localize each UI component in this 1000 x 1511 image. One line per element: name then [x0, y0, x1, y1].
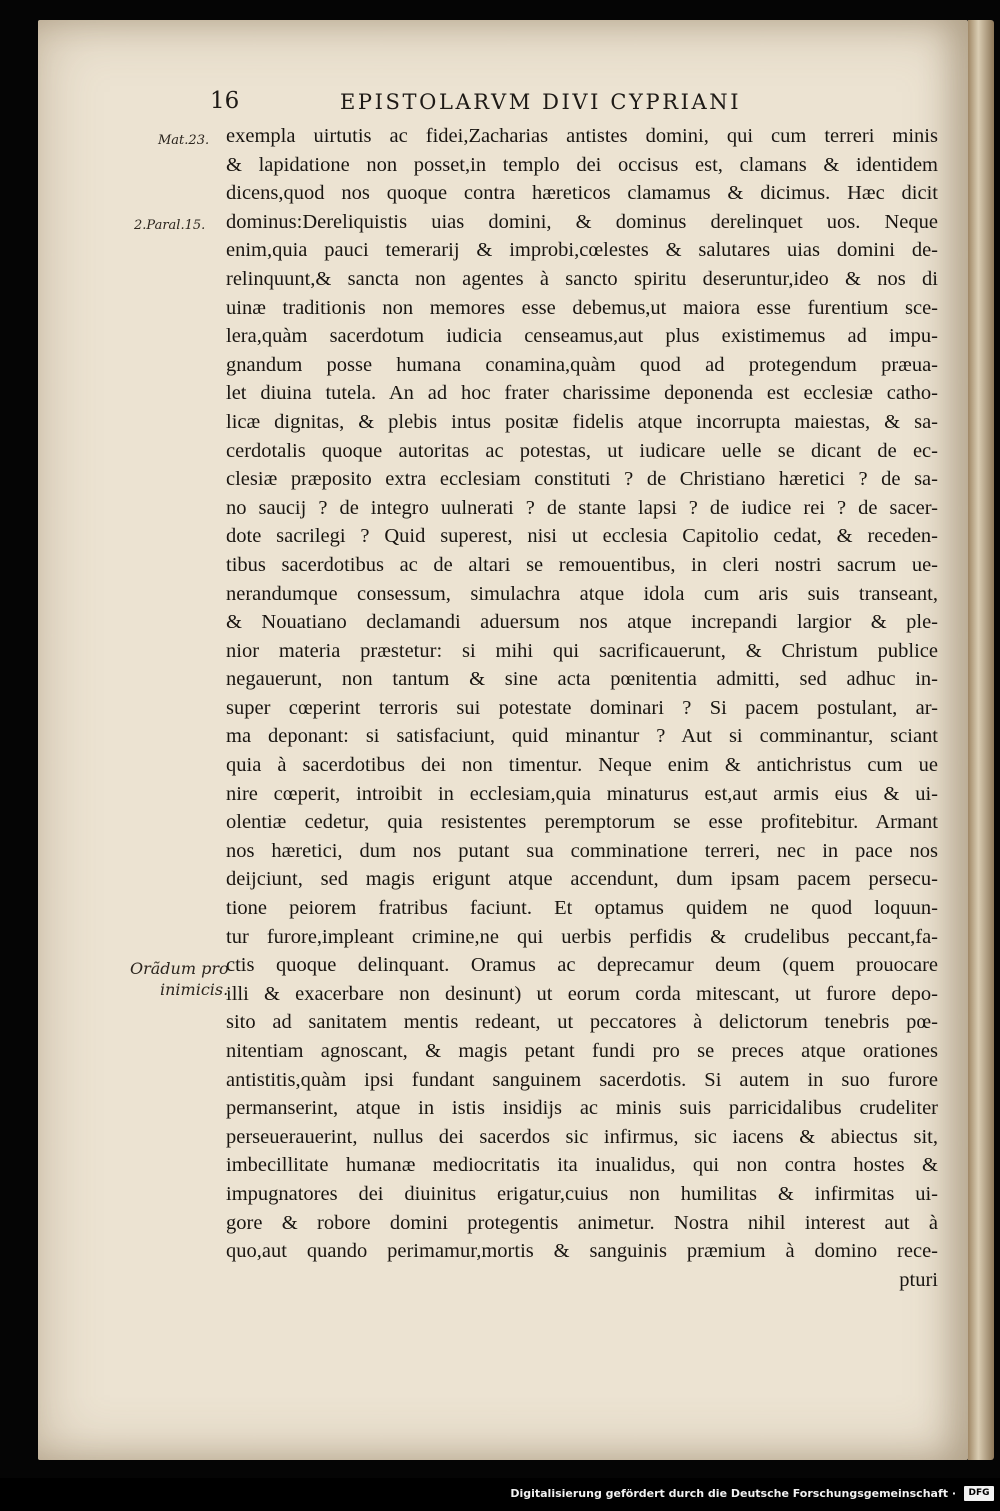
text-line: & Nouatiano declamandi aduersum nos atque increpandi largior & ple- — [226, 611, 938, 634]
text-line: tibus sacerdotibus ac de altari se remouentibus, in cleri nostri sacrum ue- — [226, 553, 938, 576]
text-line: quia à sacerdotibus dei non timentur. Neque enim & antichristus cum ue — [226, 754, 938, 777]
text-line: no saucij ? de integro uulnerati ? de stante lapsi ? de iudice rei ? de sacer- — [226, 496, 938, 519]
text-line: nos hæretici, dum nos putant sua comminatione terreri, nec in pace nos — [226, 839, 938, 862]
text-line: & lapidatione non posset,in templo dei occisus est, clamans & identidem — [226, 153, 938, 176]
text-line: olentiæ cedetur, quia resistentes peremptorum se esse profitebitur. Armant — [226, 811, 938, 834]
footer-bar — [0, 1478, 1000, 1511]
page-number: 16 — [210, 88, 240, 114]
text-line: nitentiam agnoscant, & magis petant fundi pro se preces atque orationes — [226, 1040, 938, 1062]
text-line: illi & exacerbare non desinunt) ut eorum corda mitescant, ut furore depo- — [226, 982, 938, 1005]
margin-note-paral: 2.Paral.15. — [134, 218, 206, 233]
page-header — [170, 78, 940, 118]
text-line: ma deponant: si satisfaciunt, quid minantur ? Aut si comminantur, sciant — [226, 725, 938, 748]
margin-note-orandum-2: inimicis. — [160, 980, 229, 999]
text-line: quo,aut quando perimamur,mortis & sanguinis præmium à domino rece- — [226, 1240, 938, 1263]
text-line: exempla uirtutis ac fidei,Zacharias antistes domini, qui cum terreri minis — [226, 125, 938, 147]
text-line: tione peiorem fratribus faciunt. Et optamus quidem ne quod loquun- — [226, 897, 938, 920]
text-line: nerandumque consessum, simulachra atque idola cum aris suis transeant, — [226, 582, 938, 605]
text-line: sito ad sanitatem mentis redeant, ut peccatores à delictorum tenebris pœ- — [226, 1011, 938, 1034]
text-line: tur furore,impleant crimine,ne qui uerbis perfidis & crudelibus peccant,fa- — [226, 925, 938, 948]
text-line: cerdotalis quoque autoritas ac potestas, ut iudicare uelle se dicant de ec- — [226, 439, 938, 462]
margin-note-orandum-1: Orãdum pro — [130, 959, 229, 978]
text-line: permanserint, atque in istis insidijs ac minis suis parricidalibus crudeliter — [226, 1097, 938, 1120]
running-head: EPISTOLARVM DIVI CYPRIANI — [340, 90, 742, 114]
text-line: nior materia præstetur: si mihi qui sacrificauerunt, & Christum publice — [226, 639, 938, 662]
text-line: super cœperint terroris sui potestate dominari ? Si pacem postulant, ar- — [226, 696, 938, 719]
text-line: enim,quia pauci temerarij & improbi,cœlestes & salutares uias domini de- — [226, 239, 938, 262]
text-line: impugnatores dei diuinitus erigatur,cuius non humilitas & infirmitas ui- — [226, 1182, 938, 1205]
text-line: dominus:Dereliquistis uias domini, & dominus derelinquet uos. Neque — [226, 210, 938, 233]
text-line: uinæ traditionis non memores esse debemus,ut maiora esse furentium sce- — [226, 296, 938, 319]
text-line: clesiæ præposito extra ecclesiam constituti ? de Christiano hæretici ? de sa- — [226, 468, 938, 491]
funding-credit: Digitalisierung gefördert durch die Deutsche Forschungsgemeinschaft · — [510, 1487, 956, 1500]
text-line: antistitis,quàm ipsi fundant sanguinem sacerdotis. Si autem in suo furore — [226, 1068, 938, 1091]
text-line: let diuina tutela. An ad hoc frater charissime deponenda est ecclesiæ catho- — [226, 382, 938, 405]
text-line: imbecillitate humanæ mediocritatis ita inualidus, qui non contra hostes & — [226, 1154, 938, 1177]
body-text — [226, 122, 938, 1294]
dfg-logo: DFG — [964, 1486, 994, 1501]
text-line: relinquunt,& sancta non agentes à sancto spiritu deseruntur,ideo & nos di — [226, 267, 938, 290]
text-line: gore & robore domini protegentis animetur. Nostra nihil interest aut à — [226, 1211, 938, 1234]
text-line: dicens,quod nos quoque contra hæreticos clamamus & dicimus. Hæc dicit — [226, 182, 938, 205]
text-line: deijciunt, sed magis erigunt atque accendunt, dum ipsam pacem persecu- — [226, 868, 938, 891]
text-line: dote sacrilegi ? Quid superest, nisi ut ecclesia Capitolio cedat, & receden- — [226, 525, 938, 548]
book-page-edge — [968, 20, 994, 1460]
text-line: ctis quoque delinquant. Oramus ac deprecamur deum (quem prouocare — [226, 954, 938, 977]
margin-note-mat: Mat.23. — [158, 133, 210, 148]
text-line: lera,quàm sacerdotum iudicia censeamus,aut plus existimemus ad impu- — [226, 325, 938, 348]
text-line: nire cœperit, introibit in ecclesiam,quia minaturus est,aut armis eius & ui- — [226, 782, 938, 805]
text-line: gnandum posse humana conamina,quàm quod ad protegendum præua- — [226, 353, 938, 376]
text-line: negauerunt, non tantum & sine acta pœnitentia admitti, sed adhuc in- — [226, 668, 938, 691]
catchword: pturi — [899, 1268, 938, 1291]
text-line: perseuerauerint, nullus dei sacerdos sic infirmus, sic iacens & abiectus sit, — [226, 1125, 938, 1148]
text-line: licæ dignitas, & plebis intus positæ fidelis atque incorrupta maiestas, & sa- — [226, 410, 938, 433]
